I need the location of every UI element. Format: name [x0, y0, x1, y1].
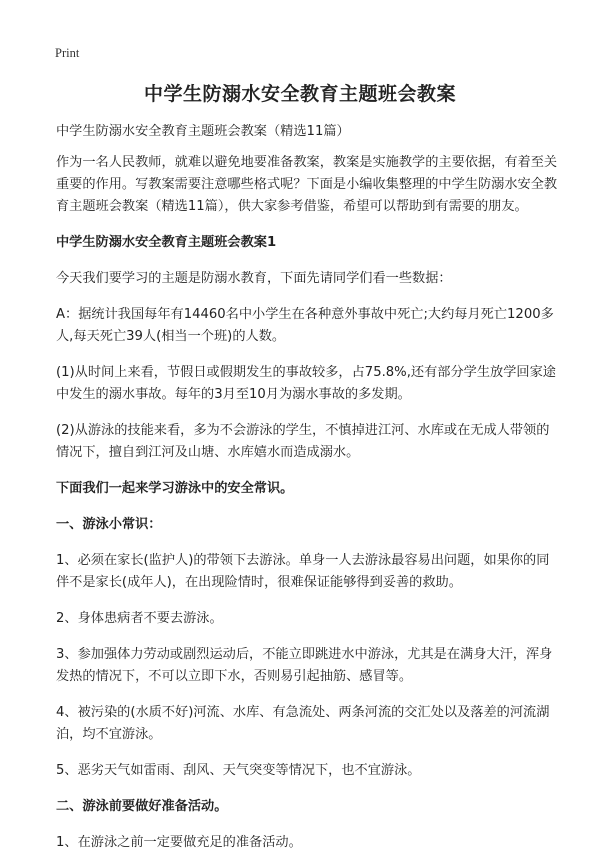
document-title: 中学生防溺水安全教育主题班会教案	[143, 83, 456, 105]
section-heading-warmup: 二、游泳前要做好准备活动。	[56, 799, 228, 814]
tip-item-2: 2、身体患病者不要去游泳。	[56, 611, 223, 626]
document-subtitle: 中学生防溺水安全教育主题班会教案（精选11篇）	[56, 124, 350, 139]
paragraph-statistics-skill: (2)从游泳的技能来看，多为不会游泳的学生，不慎掉进江河、水库或在无成人带领的情况下，擅自到江河及山塘、水库嬉水而造成溺水。	[56, 423, 550, 460]
tip-item-4: 4、被污染的(水质不好)河流、水库、有急流处、两条河流的交汇处以及落差的河流湖泊，均不宜游泳。	[56, 705, 550, 742]
section-heading-safety-knowledge: 下面我们一起来学习游泳中的安全常识。	[56, 481, 294, 496]
section-heading-lesson-1: 中学生防溺水安全教育主题班会教案1	[56, 235, 277, 250]
warmup-item-1: 1、在游泳之前一定要做充足的准备活动。	[56, 835, 302, 850]
paragraph-statistics-a: A：据统计我国每年有14460名中小学生在各种意外事故中死亡;大约每月死亡1200多人,每天死亡39人(相当一个班)的人数。	[56, 307, 554, 344]
tip-item-5: 5、恶劣天气如雷雨、刮风、天气突变等情况下，也不宜游泳。	[56, 763, 421, 778]
tip-item-3: 3、参加强体力劳动或剧烈运动后，不能立即跳进水中游泳，尤其是在满身大汗，浑身发热的情况下，不可以立即下水，否则易引起抽筋、感冒等。	[56, 647, 553, 684]
tip-item-1: 1、必须在家长(监护人)的带领下去游泳。单身一人去游泳最容易出问题，如果你的同伴不是家长(成年人)，在出现险情时，很难保证能够得到妥善的救助。	[56, 553, 550, 590]
print-link[interactable]: Print	[55, 46, 80, 60]
intro-paragraph: 作为一名人民教师，就难以避免地要准备教案，教案是实施教学的主要依据，有着至关重要的作用。写教案需要注意哪些格式呢？下面是小编收集整理的中学生防溺水安全教育主题班会教案（精选11篇），供大家参考借鉴，希望可以帮助到有需要的朋友。	[56, 155, 558, 214]
section-heading-swim-tips: 一、游泳小常识：	[56, 517, 162, 532]
document-body	[56, 121, 560, 868]
paragraph-statistics-time: (1)从时间上来看，节假日或假期发生的事故较多，占75.8%,还有部分学生放学回家途中发生的溺水事故。每年的3月至10月为溺水事故的多发期。	[56, 365, 556, 402]
paragraph-topic: 今天我们要学习的主题是防溺水教育，下面先请同学们看一些数据：	[56, 271, 452, 286]
